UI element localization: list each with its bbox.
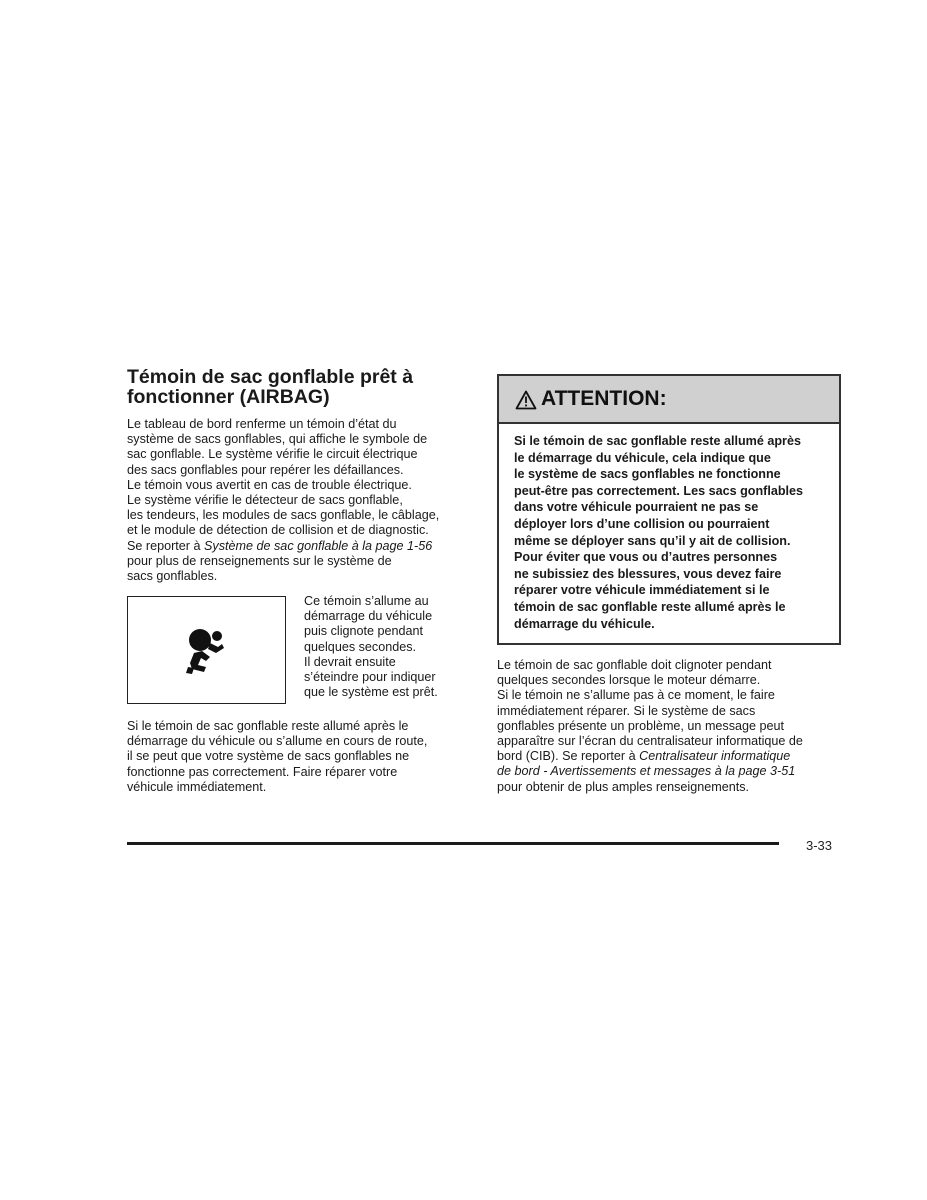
text-line: les tendeurs, les modules de sacs gonflable, le câblage, <box>127 508 440 523</box>
heading-line: Témoin de sac gonflable prêt à <box>127 366 414 388</box>
text-line: apparaître sur l’écran du centralisateur informatique de <box>497 734 803 749</box>
text-line: il se peut que votre système de sacs gonflables ne <box>127 749 410 764</box>
cross-reference-link[interactable]: de bord - Avertissements et messages à la page 3-51 <box>497 764 796 779</box>
text-line: véhicule immédiatement. <box>127 779 267 794</box>
text-line: Il devrait ensuite <box>304 654 396 669</box>
intro-paragraph <box>127 417 439 584</box>
text-line: démarrage du véhicule <box>304 609 433 624</box>
text-line: Ce témoin s’allume au <box>304 594 429 608</box>
text-line: dans votre véhicule pourraient ne pas se <box>514 500 759 515</box>
text-line: le démarrage du véhicule, cela indique que <box>514 450 771 465</box>
text-line: immédiatement réparer. Si le système de sacs <box>497 703 756 718</box>
text-line: Si le témoin de sac gonflable reste allumé après <box>514 434 801 448</box>
text-line: réparer votre véhicule immédiatement si le <box>514 583 770 598</box>
text-line: quelques secondes lorsque le moteur démarre. <box>497 673 761 688</box>
airbag-warning-icon <box>180 627 234 677</box>
text-line: puis clignote pendant <box>304 624 424 639</box>
text-line: que le système est prêt. <box>304 685 438 700</box>
text-line: sac gonflable. Le système vérifie le circuit électrique <box>127 447 418 462</box>
text-line: sacs gonflables. <box>127 569 218 584</box>
text-line: Le système vérifie le détecteur de sacs gonflable, <box>127 493 403 508</box>
text-line: témoin de sac gonflable reste allumé après le <box>514 599 786 614</box>
text-line: Si le témoin de sac gonflable reste allumé après le <box>127 719 409 733</box>
text-line: Si le témoin ne s’allume pas à ce moment, le faire <box>497 688 775 703</box>
text-line: Le témoin de sac gonflable doit clignoter pendant <box>497 658 772 672</box>
attention-body <box>514 433 803 632</box>
text-line: des sacs gonflables pour repérer les défaillances. <box>127 462 404 477</box>
attention-title: ATTENTION: <box>541 387 667 410</box>
page-number: 3-33 <box>806 838 833 853</box>
text-line: démarrage du véhicule. <box>514 616 655 631</box>
text-line: fonctionne pas correctement. Faire réparer votre <box>127 764 398 779</box>
flash-behaviour-paragraph <box>497 658 803 795</box>
text-line: peut-être pas correctement. Les sacs gonflables <box>514 483 804 498</box>
attention-box <box>497 374 841 645</box>
icon-caption <box>304 594 438 700</box>
text-line: quelques secondes. <box>304 639 417 654</box>
text-line <box>497 764 803 779</box>
reference-prefix: bord (CIB). Se reporter à <box>497 749 640 764</box>
text-line: et le module de détection de collision et de diagnostic. <box>127 523 429 538</box>
airbag-icon-box <box>127 596 286 704</box>
text-line: déployer lors d’une collision ou pourraient <box>514 516 770 531</box>
text-line: s’éteindre pour indiquer <box>304 670 436 685</box>
text-line: système de sacs gonflables, qui affiche le symbole de <box>127 432 428 447</box>
text-line <box>127 539 439 554</box>
section-heading <box>127 367 467 407</box>
text-line: pour obtenir de plus amples renseignements. <box>497 779 750 794</box>
text-line: démarrage du véhicule ou s’allume en cours de route, <box>127 734 428 749</box>
text-line: ne subissiez des blessures, vous devez faire <box>514 566 782 581</box>
cross-reference-link[interactable]: Système de sac gonflable à la page 1-56 <box>204 538 433 553</box>
footer-rule <box>127 842 779 845</box>
text-line: le système de sacs gonflables ne fonctionne <box>514 467 781 482</box>
text-line <box>497 749 803 764</box>
reference-prefix: Se reporter à <box>127 538 205 553</box>
text-line: même se déployer sans qu’il y ait de collision. <box>514 533 791 548</box>
heading-line: fonctionner (AIRBAG) <box>127 386 330 408</box>
text-line: Le tableau de bord renferme un témoin d’état du <box>127 417 397 431</box>
text-line: Pour éviter que vous ou d’autres personnes <box>514 550 778 565</box>
attention-header <box>499 376 839 424</box>
warning-triangle-icon <box>515 390 537 410</box>
cross-reference-link[interactable]: Centralisateur informatique <box>639 749 791 764</box>
text-line: Le témoin vous avertit en cas de trouble électrique. <box>127 477 412 492</box>
text-line: pour plus de renseignements sur le système de <box>127 553 392 568</box>
airbag-lit-paragraph <box>127 719 427 795</box>
text-line: gonflables présente un problème, un message peut <box>497 718 785 733</box>
